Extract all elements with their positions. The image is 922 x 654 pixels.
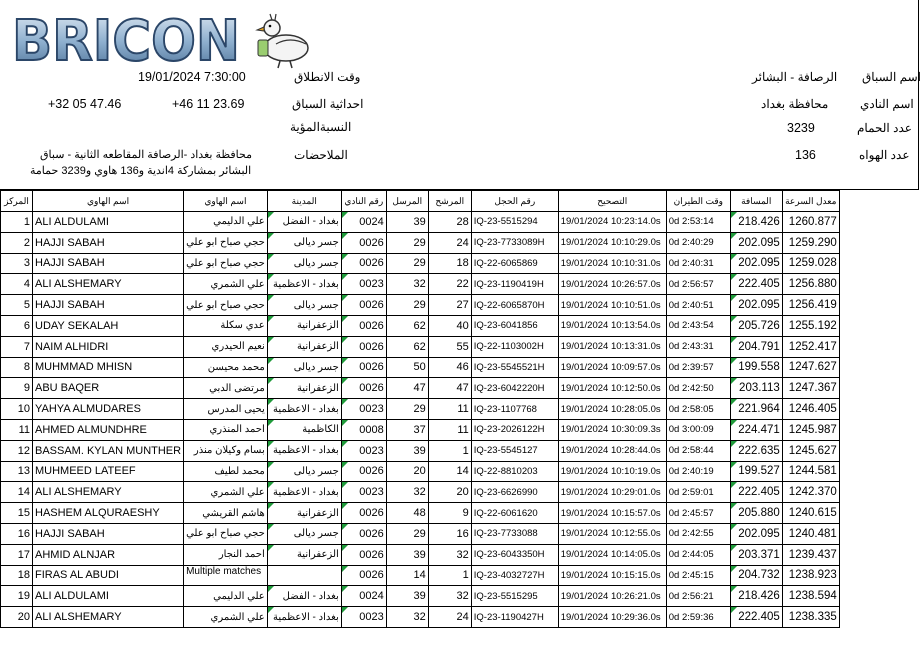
cell-city: جسر ديالى	[267, 523, 341, 544]
cell-candidate: 1	[428, 440, 471, 461]
cell-rank: 9	[1, 378, 33, 399]
col-fancier-ar: اسم الهاوي	[184, 191, 268, 212]
cell-rank: 15	[1, 503, 33, 524]
cell-speed: 1239.437	[782, 544, 839, 565]
cell-fancier-ar: نعيم الحيدري	[184, 336, 268, 357]
col-ring: رقم الحجل	[471, 191, 558, 212]
cell-correction: 19/01/2024 10:10:29.0s	[558, 232, 666, 253]
col-club: رقم النادي	[341, 191, 386, 212]
cell-rank: 7	[1, 336, 33, 357]
cell-fancier-ar: حجي صباح ابو علي	[184, 523, 268, 544]
cell-fancier-en: ABU BAQER	[33, 378, 184, 399]
cell-distance: 205.726	[730, 315, 782, 336]
cell-rank: 3	[1, 253, 33, 274]
cell-ring: IQ-23-5515294	[471, 212, 558, 233]
cell-fancier-ar: محمد لطيف	[184, 461, 268, 482]
cell-city: جسر ديالى	[267, 232, 341, 253]
cell-distance: 221.964	[730, 399, 782, 420]
cell-club: 0023	[341, 482, 386, 503]
table-row	[1, 212, 840, 233]
cell-correction: 19/01/2024 10:12:50.0s	[558, 378, 666, 399]
cell-speed: 1238.594	[782, 586, 839, 607]
results-table	[0, 190, 840, 628]
table-row	[1, 503, 840, 524]
cell-rank: 5	[1, 295, 33, 316]
fanciers-count-value: 136	[795, 148, 816, 162]
cell-ring: IQ-23-7733088	[471, 523, 558, 544]
cell-flight-time: 0d 2:58:44	[666, 440, 730, 461]
cell-fancier-ar: علي الشمري	[184, 274, 268, 295]
cell-correction: 19/01/2024 10:15:57.0s	[558, 503, 666, 524]
col-distance: المسافة	[730, 191, 782, 212]
cell-distance: 204.732	[730, 565, 782, 586]
cell-fancier-en: BASSAM. KYLAN MUNTHER	[33, 440, 184, 461]
cell-distance: 199.527	[730, 461, 782, 482]
cell-ring: IQ-23-4032727H	[471, 565, 558, 586]
cell-sent: 39	[386, 212, 428, 233]
cell-speed: 1247.367	[782, 378, 839, 399]
cell-candidate: 9	[428, 503, 471, 524]
cell-ring: IQ-23-2026122H	[471, 419, 558, 440]
cell-sent: 50	[386, 357, 428, 378]
cell-distance: 199.558	[730, 357, 782, 378]
cell-sent: 62	[386, 315, 428, 336]
cell-rank: 17	[1, 544, 33, 565]
cell-candidate: 27	[428, 295, 471, 316]
cell-speed: 1244.581	[782, 461, 839, 482]
cell-sent: 39	[386, 544, 428, 565]
cell-fancier-en: UDAY SEKALAH	[33, 315, 184, 336]
cell-flight-time: 0d 2:59:01	[666, 482, 730, 503]
cell-fancier-ar: احمد المنذري	[184, 419, 268, 440]
cell-ring: IQ-22-8810203	[471, 461, 558, 482]
table-row	[1, 295, 840, 316]
cell-club: 0026	[341, 253, 386, 274]
cell-fancier-ar: بسام وكيلان منذر	[184, 440, 268, 461]
cell-fancier-ar: احمد النجار	[184, 544, 268, 565]
cell-flight-time: 0d 2:39:57	[666, 357, 730, 378]
cell-flight-time: 0d 2:58:05	[666, 399, 730, 420]
cell-rank: 1	[1, 212, 33, 233]
club-name-label: اسم النادي	[860, 97, 914, 111]
cell-flight-time: 0d 2:45:15	[666, 565, 730, 586]
col-flight-time: وقت الطيران	[666, 191, 730, 212]
cell-sent: 14	[386, 565, 428, 586]
col-fancier-en: اسم الهاوي	[33, 191, 184, 212]
cell-candidate: 1	[428, 565, 471, 586]
cell-correction: 19/01/2024 10:23:14.0s	[558, 212, 666, 233]
cell-sent: 29	[386, 399, 428, 420]
cell-fancier-en: HAJJI SABAH	[33, 523, 184, 544]
cell-city: جسر ديالى	[267, 357, 341, 378]
cell-sent: 29	[386, 232, 428, 253]
cell-fancier-en: ALI ALDULAMI	[33, 212, 184, 233]
cell-fancier-en: MUHMMAD MHISN	[33, 357, 184, 378]
notes-label: الملاحضات	[294, 148, 348, 162]
cell-fancier-ar: عدي سكلة	[184, 315, 268, 336]
cell-fancier-ar: علي الشمري	[184, 607, 268, 628]
cell-correction: 19/01/2024 10:29:36.0s	[558, 607, 666, 628]
cell-city: الزعفرانية	[267, 336, 341, 357]
cell-club: 0026	[341, 378, 386, 399]
cell-flight-time: 0d 2:40:31	[666, 253, 730, 274]
cell-sent: 29	[386, 295, 428, 316]
cell-speed: 1238.335	[782, 607, 839, 628]
cell-correction: 19/01/2024 10:14:05.0s	[558, 544, 666, 565]
cell-sent: 39	[386, 586, 428, 607]
cell-candidate: 28	[428, 212, 471, 233]
cell-rank: 11	[1, 419, 33, 440]
col-correction: التصحيح	[558, 191, 666, 212]
cell-sent: 29	[386, 253, 428, 274]
cell-flight-time: 0d 3:00:09	[666, 419, 730, 440]
cell-sent: 48	[386, 503, 428, 524]
table-row	[1, 461, 840, 482]
cell-distance: 202.095	[730, 253, 782, 274]
race-name-label: اسم السباق	[862, 70, 921, 84]
cell-city: بغداد - الاعظمية	[267, 274, 341, 295]
cell-distance: 203.113	[730, 378, 782, 399]
cell-correction: 19/01/2024 10:15:15.0s	[558, 565, 666, 586]
cell-ring: IQ-23-5545521H	[471, 357, 558, 378]
cell-rank: 19	[1, 586, 33, 607]
cell-city: الكاظمية	[267, 419, 341, 440]
cell-sent: 32	[386, 482, 428, 503]
cell-club: 0023	[341, 607, 386, 628]
notes-line-1: محافظة بغداد -الرصافة المقاطعه الثانية - سباق	[40, 149, 253, 161]
cell-distance: 202.095	[730, 295, 782, 316]
club-name-value: محافظة بغداد	[761, 97, 829, 111]
cell-fancier-en: ALI ALSHEMARY	[33, 274, 184, 295]
cell-rank: 16	[1, 523, 33, 544]
cell-distance: 218.426	[730, 586, 782, 607]
table-body	[1, 212, 840, 628]
col-city: المدينة	[267, 191, 341, 212]
cell-ring: IQ-22-1103002H	[471, 336, 558, 357]
cell-fancier-ar: محمد محيسن	[184, 357, 268, 378]
coord-lat: +32 05 47.46	[48, 97, 122, 111]
bricon-logo	[10, 6, 310, 70]
cell-fancier-ar: يحيى المدرس	[184, 399, 268, 420]
cell-ring: IQ-23-1107768	[471, 399, 558, 420]
cell-fancier-en: MUHMEED LATEEF	[33, 461, 184, 482]
cell-fancier-ar: علي الدليمي	[184, 586, 268, 607]
col-sent: المرسل	[386, 191, 428, 212]
cell-speed: 1246.405	[782, 399, 839, 420]
cell-candidate: 24	[428, 607, 471, 628]
cell-fancier-en: FIRAS AL ABUDI	[33, 565, 184, 586]
cell-speed: 1247.627	[782, 357, 839, 378]
cell-flight-time: 0d 2:56:57	[666, 274, 730, 295]
cell-fancier-ar: هاشم القريشي	[184, 503, 268, 524]
cell-ring: IQ-23-1190419H	[471, 274, 558, 295]
cell-candidate: 32	[428, 544, 471, 565]
cell-city: بغداد - الاعظمية	[267, 440, 341, 461]
cell-correction: 19/01/2024 10:10:19.0s	[558, 461, 666, 482]
cell-candidate: 40	[428, 315, 471, 336]
cell-fancier-ar: حجي صباح ابو علي	[184, 253, 268, 274]
cell-flight-time: 0d 2:53:14	[666, 212, 730, 233]
cell-rank: 6	[1, 315, 33, 336]
cell-candidate: 22	[428, 274, 471, 295]
table-row	[1, 482, 840, 503]
table-row	[1, 232, 840, 253]
cell-rank: 13	[1, 461, 33, 482]
cell-fancier-ar: حجي صباح ابو علي	[184, 232, 268, 253]
cell-sent: 20	[386, 461, 428, 482]
cell-fancier-en: HAJJI SABAH	[33, 253, 184, 274]
cell-flight-time: 0d 2:43:54	[666, 315, 730, 336]
cell-flight-time: 0d 2:40:51	[666, 295, 730, 316]
cell-fancier-ar: علي الدليمي	[184, 212, 268, 233]
cell-flight-time: 0d 2:45:57	[666, 503, 730, 524]
cell-club: 0023	[341, 440, 386, 461]
cell-club: 0026	[341, 544, 386, 565]
cell-rank: 12	[1, 440, 33, 461]
fanciers-count-label: عدد الهواه	[859, 148, 910, 162]
cell-candidate: 11	[428, 419, 471, 440]
cell-fancier-en: HAJJI SABAH	[33, 232, 184, 253]
cell-distance: 202.095	[730, 232, 782, 253]
cell-speed: 1245.987	[782, 419, 839, 440]
table-header-row	[1, 191, 840, 212]
cell-distance: 224.471	[730, 419, 782, 440]
cell-rank: 2	[1, 232, 33, 253]
cell-speed: 1256.419	[782, 295, 839, 316]
cell-city: بغداد - الفضل	[267, 212, 341, 233]
cell-correction: 19/01/2024 10:30:09.3s	[558, 419, 666, 440]
cell-city: جسر ديالى	[267, 253, 341, 274]
table-row	[1, 565, 840, 586]
cell-city: بغداد - الفضل	[267, 586, 341, 607]
cell-speed: 1259.028	[782, 253, 839, 274]
cell-club: 0026	[341, 295, 386, 316]
coord-lon: +46 11 23.69	[172, 97, 245, 111]
cell-club: 0026	[341, 336, 386, 357]
cell-speed: 1245.627	[782, 440, 839, 461]
table-row	[1, 586, 840, 607]
cell-speed: 1252.417	[782, 336, 839, 357]
cell-club: 0026	[341, 461, 386, 482]
table-row	[1, 315, 840, 336]
cell-club: 0008	[341, 419, 386, 440]
cell-city: جسر ديالى	[267, 295, 341, 316]
cell-fancier-ar: حجي صباح ابو علي	[184, 295, 268, 316]
svg-text:BRICON: BRICON	[12, 9, 240, 70]
cell-rank: 10	[1, 399, 33, 420]
cell-candidate: 47	[428, 378, 471, 399]
cell-club: 0023	[341, 399, 386, 420]
cell-correction: 19/01/2024 10:09:57.0s	[558, 357, 666, 378]
cell-sent: 62	[386, 336, 428, 357]
cell-club: 0026	[341, 503, 386, 524]
cell-ring: IQ-22-6065870H	[471, 295, 558, 316]
table-row	[1, 440, 840, 461]
cell-sent: 39	[386, 440, 428, 461]
cell-club: 0026	[341, 565, 386, 586]
cell-ring: IQ-23-5545127	[471, 440, 558, 461]
cell-fancier-en: NAIM ALHIDRI	[33, 336, 184, 357]
cell-candidate: 20	[428, 482, 471, 503]
table-row	[1, 399, 840, 420]
cell-flight-time: 0d 2:40:19	[666, 461, 730, 482]
cell-ring: IQ-23-6043350H	[471, 544, 558, 565]
cell-distance: 204.791	[730, 336, 782, 357]
coords-label: احداثية السباق	[292, 97, 364, 111]
cell-fancier-en: YAHYA ALMUDARES	[33, 399, 184, 420]
cell-correction: 19/01/2024 10:26:21.0s	[558, 586, 666, 607]
cell-flight-time: 0d 2:44:05	[666, 544, 730, 565]
cell-club: 0026	[341, 315, 386, 336]
table-row	[1, 357, 840, 378]
cell-ring: IQ-23-7733089H	[471, 232, 558, 253]
cell-fancier-en: HASHEM ALQURAESHY	[33, 503, 184, 524]
start-time-label: وقت الانطلاق	[294, 70, 361, 84]
cell-city: الزعفرانية	[267, 378, 341, 399]
cell-city	[267, 565, 341, 586]
cell-fancier-en: ALI ALSHEMARY	[33, 607, 184, 628]
cell-correction: 19/01/2024 10:10:51.0s	[558, 295, 666, 316]
race-header	[0, 0, 919, 190]
cell-distance: 218.426	[730, 212, 782, 233]
cell-sent: 47	[386, 378, 428, 399]
cell-candidate: 55	[428, 336, 471, 357]
cell-fancier-en: HAJJI SABAH	[33, 295, 184, 316]
cell-fancier-en: AHMID ALNJAR	[33, 544, 184, 565]
cell-flight-time: 0d 2:43:31	[666, 336, 730, 357]
cell-city: الزعفرانية	[267, 544, 341, 565]
cell-ring: IQ-23-6626990	[471, 482, 558, 503]
cell-speed: 1240.615	[782, 503, 839, 524]
cell-sent: 37	[386, 419, 428, 440]
cell-fancier-ar: مرتضى الدبي	[184, 378, 268, 399]
cell-fancier-en: ALI ALDULAMI	[33, 586, 184, 607]
col-speed: معدل السرعة	[782, 191, 839, 212]
cell-rank: 4	[1, 274, 33, 295]
cell-distance: 222.405	[730, 482, 782, 503]
cell-club: 0026	[341, 232, 386, 253]
cell-distance: 205.880	[730, 503, 782, 524]
cell-city: الزعفرانية	[267, 315, 341, 336]
cell-candidate: 24	[428, 232, 471, 253]
cell-speed: 1255.192	[782, 315, 839, 336]
cell-flight-time: 0d 2:42:55	[666, 523, 730, 544]
cell-speed: 1260.877	[782, 212, 839, 233]
cell-city: جسر ديالى	[267, 461, 341, 482]
cell-ring: IQ-22-6065869	[471, 253, 558, 274]
cell-distance: 203.371	[730, 544, 782, 565]
cell-club: 0024	[341, 212, 386, 233]
cell-rank: 8	[1, 357, 33, 378]
cell-flight-time: 0d 2:56:21	[666, 586, 730, 607]
cell-city: الزعفرانية	[267, 503, 341, 524]
cell-fancier-en: ALI ALSHEMARY	[33, 482, 184, 503]
cell-candidate: 32	[428, 586, 471, 607]
cell-flight-time: 0d 2:40:29	[666, 232, 730, 253]
table-row	[1, 419, 840, 440]
table-row	[1, 607, 840, 628]
cell-speed: 1259.290	[782, 232, 839, 253]
cell-candidate: 11	[428, 399, 471, 420]
pigeon-count-value: 3239	[787, 121, 815, 135]
table-row	[1, 523, 840, 544]
cell-ring: IQ-22-6061620	[471, 503, 558, 524]
cell-ring: IQ-23-1190427H	[471, 607, 558, 628]
cell-flight-time: 0d 2:42:50	[666, 378, 730, 399]
cell-correction: 19/01/2024 10:26:57.0s	[558, 274, 666, 295]
table-row	[1, 378, 840, 399]
cell-fancier-ar: Multiple matches	[184, 565, 268, 586]
cell-correction: 19/01/2024 10:13:54.0s	[558, 315, 666, 336]
cell-fancier-ar: علي الشمري	[184, 482, 268, 503]
cell-ring: IQ-23-6042220H	[471, 378, 558, 399]
cell-rank: 14	[1, 482, 33, 503]
cell-ring: IQ-23-5515295	[471, 586, 558, 607]
cell-rank: 18	[1, 565, 33, 586]
cell-correction: 19/01/2024 10:28:05.0s	[558, 399, 666, 420]
table-row	[1, 336, 840, 357]
col-rank: المركز	[1, 191, 33, 212]
cell-candidate: 16	[428, 523, 471, 544]
table-row	[1, 274, 840, 295]
pigeon-count-label: عدد الحمام	[857, 121, 912, 135]
cell-rank: 20	[1, 607, 33, 628]
cell-sent: 32	[386, 607, 428, 628]
percent-label: النسبةالمؤية	[290, 120, 352, 134]
cell-candidate: 14	[428, 461, 471, 482]
cell-club: 0026	[341, 523, 386, 544]
cell-club: 0023	[341, 274, 386, 295]
cell-speed: 1256.880	[782, 274, 839, 295]
cell-distance: 222.405	[730, 607, 782, 628]
table-row	[1, 544, 840, 565]
cell-distance: 222.405	[730, 274, 782, 295]
cell-speed: 1240.481	[782, 523, 839, 544]
cell-distance: 222.635	[730, 440, 782, 461]
cell-city: بغداد - الاعظمية	[267, 399, 341, 420]
cell-club: 0026	[341, 357, 386, 378]
cell-fancier-en: AHMED ALMUNDHRE	[33, 419, 184, 440]
cell-candidate: 18	[428, 253, 471, 274]
cell-speed: 1242.370	[782, 482, 839, 503]
cell-flight-time: 0d 2:59:36	[666, 607, 730, 628]
cell-speed: 1238.923	[782, 565, 839, 586]
cell-club: 0024	[341, 586, 386, 607]
col-candidate: المرشح	[428, 191, 471, 212]
cell-correction: 19/01/2024 10:13:31.0s	[558, 336, 666, 357]
cell-sent: 32	[386, 274, 428, 295]
cell-ring: IQ-23-6041856	[471, 315, 558, 336]
cell-candidate: 46	[428, 357, 471, 378]
cell-sent: 29	[386, 523, 428, 544]
cell-correction: 19/01/2024 10:12:55.0s	[558, 523, 666, 544]
race-name-value: الرصافة - البشائر	[752, 70, 838, 84]
cell-correction: 19/01/2024 10:10:31.0s	[558, 253, 666, 274]
cell-distance: 202.095	[730, 523, 782, 544]
cell-city: بغداد - الاعظمية	[267, 607, 341, 628]
cell-correction: 19/01/2024 10:29:01.0s	[558, 482, 666, 503]
table-row	[1, 253, 840, 274]
cell-correction: 19/01/2024 10:28:44.0s	[558, 440, 666, 461]
notes-line-2: البشائر بمشاركة 4اندية و136 هاوي و3239 حمامة	[30, 165, 252, 177]
start-time-value: 19/01/2024 7:30:00	[138, 70, 246, 84]
cell-city: بغداد - الاعظمية	[267, 482, 341, 503]
